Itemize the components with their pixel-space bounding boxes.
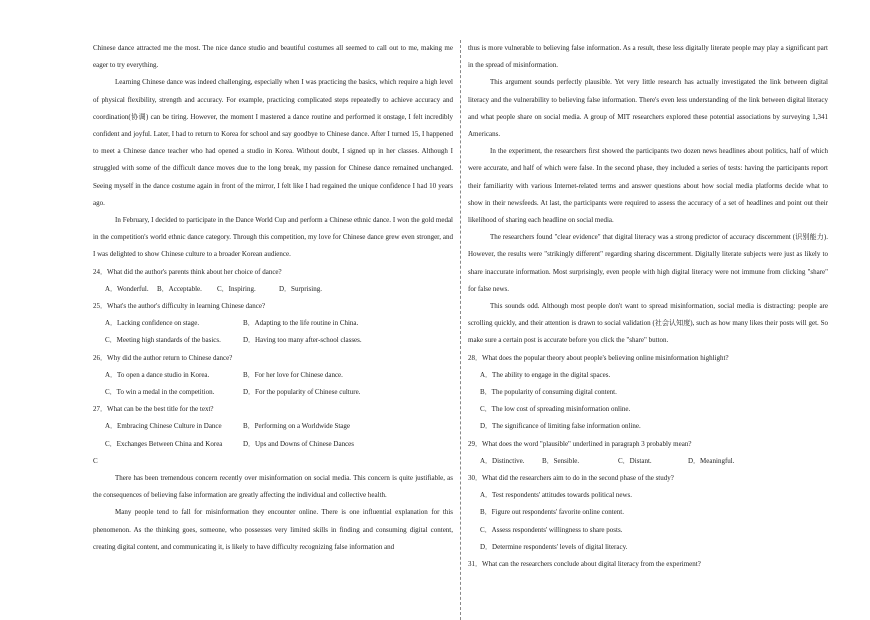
paragraph-findings: The researchers found "clear evidence" that digital literacy was a strong predictor of accuracy discernment (识别能力). However, the results were "strikingly different" regarding sharing discernment. Digitally literate subjects were just as likely to share inaccurate information. Most surprisingly, even people with high digital literacy were not immune from clicking "share" for false news. [468,233,828,293]
left-column [93,40,453,556]
paragraph-c2: Many people tend to fall for misinformation they encounter online. There is one influential explanation for this phenomenon. As the thinking goes, someone, who possesses very limited skills in finding and consuming digital content, creating digital content, and communicating it, is likely to have difficulty recognizing false information and [93,508,453,551]
right-column [468,40,828,573]
option-28-b: B．The popularity of consuming digital content. [480,388,617,397]
options-26-row2 [93,384,453,401]
option-26-d: D．For the popularity of Chinese culture. [243,388,361,397]
paragraph-february: In February, I decided to participate in the Dance World Cup and perform a Chinese ethnic dance. I won the gold medal in the competition's world ethnic dance category. Through this competition, my love for Chinese dance grew even stronger, and I was delighted to show Chinese culture to a broader Korean audience. [93,216,453,259]
options-25-row1 [93,315,453,332]
option-27-c: C．Exchanges Between China and Korea [105,439,223,448]
paragraph-experiment: In the experiment, the researchers first showed the participants two dozen news headlines about politics, half of which were accurate, and half of which were false. In the second phase, they included a series of tests: having the participants report their familiarity with various Internet-related terms and answer questions about how social media platforms decide what to show in their newsfeeds. At last, the participants were required to assess the accuracy of a set of headlines and point out their likelihood of sharing each headline on social media. [468,147,828,225]
question-29: 29．What does the word "plausible" underlined in paragraph 3 probably mean? [468,439,692,448]
option-30-c: C．Assess respondents' willingness to share posts. [480,525,623,534]
option-24-a: A．Wonderful. [105,284,149,293]
paragraph-learning: Learning Chinese dance was indeed challenging, especially when I was practicing the basics, which require a high level of physical flexibility, strength and accuracy. For example, practicing complicated steps repeatedly to achieve accuracy and coordination(协调) can be tiring. However, the moment I mastered a dance routine and performed it onstage, I felt incredibly confident and joyful. Later, I had to return to Korea for school and say goodbye to Chinese dance. After I turned 15, I happened to meet a Chinese dance teacher who had opened a studio in Korea. Without doubt, I signed up in her classes. Although I struggled with some of the difficult dance moves due to the long break, my passion for Chinese dance remained unchanged. Seeing myself in the dance costume again in front of the mirror, I felt like I had regained the unique confidence I had 10 years ago. [93,78,453,207]
option-26-a: A．To open a dance studio in Korea. [105,370,210,379]
question-24: 24．What did the author's parents think about her choice of dance? [93,267,282,276]
option-26-c: C．To win a medal in the competition. [105,388,215,397]
option-29-b: B．Sensible. [542,456,580,465]
column-divider [460,40,461,620]
options-26-row1 [93,367,453,384]
option-25-b: B．Adapting to the life routine in China. [243,319,359,328]
options-27-row1 [93,418,453,435]
question-31: 31．What can the researchers conclude about digital literacy from the experiment? [468,560,701,569]
paragraph-odd: This sounds odd. Although most people don't want to spread misinformation, social media is distracting: people are scrolling quickly, and their attention is drawn to social validation (社会认知度), such as how many likes their posts will get. So make sure a certain post is accurate before you click the "share" button. [468,302,828,345]
paragraph-c1: There has been tremendous concern recently over misinformation on social media. This concern is quite justifiable, as the consequences of believing false information are greatly affecting the individual and collective health. [93,474,453,500]
option-25-c: C．Meeting high standards of the basics. [105,336,221,345]
option-24-c: C．Inspiring. [217,284,256,293]
option-24-b: B．Acceptable. [157,284,202,293]
option-30-a: A．Test respondents' attitudes towards political news. [480,491,633,500]
option-28-a: A．The ability to engage in the digital spaces. [480,370,611,379]
paragraph-intro: Chinese dance attracted me the most. The nice dance studio and beautiful costumes all seemed to call out to me, making me eager to try everything. [93,44,453,70]
options-29 [468,453,828,470]
option-28-c: C．The low cost of spreading misinformation online. [480,405,631,414]
option-24-d: D．Surprising. [279,284,322,293]
option-28-d: D．The significance of limiting false information online. [480,422,641,431]
option-29-c: C．Distant. [618,456,652,465]
paragraph-continued: thus is more vulnerable to believing false information. As a result, these less digitally literate people may play a significant part in the spread of misinformation. [468,44,828,70]
question-30: 30．What did the researchers aim to do in the second phase of the study? [468,474,674,483]
option-26-b: B．For her love for Chinese dance. [243,370,343,379]
question-26: 26．Why did the author return to Chinese dance? [93,353,233,362]
paragraph-argument: This argument sounds perfectly plausible. Yet very little research has actually investigated the link between digital literacy and the vulnerability to believing false information. There's even less understanding of the link between digital literacy and what people share on social media. A group of MIT researchers explored these potential associations by surveying 1,341 Americans. [468,78,828,139]
option-30-d: D．Determine respondents' levels of digital literacy. [480,542,628,551]
options-25-row2 [93,332,453,349]
option-27-b: B．Performing on a Worldwide Stage [243,422,351,431]
option-27-d: D．Ups and Downs of Chinese Dances [243,439,355,448]
option-25-d: D．Having too many after-school classes. [243,336,362,345]
option-30-b: B．Figure out respondents' favorite online content. [480,508,624,517]
question-27: 27．What can be the best title for the text? [93,405,214,414]
options-24 [93,281,453,298]
options-27-row2 [93,436,453,453]
section-heading: C [93,456,98,465]
option-29-a: A．Distinctive. [480,456,525,465]
option-25-a: A．Lacking confidence on stage. [105,319,200,328]
option-29-d: D．Meaningful. [688,456,735,465]
option-27-a: A．Embracing Chinese Culture in Dance [105,422,222,431]
question-25: 25．What's the author's difficulty in learning Chinese dance? [93,302,266,311]
question-28: 28．What does the popular theory about people's believing online misinformation highlight? [468,353,729,362]
